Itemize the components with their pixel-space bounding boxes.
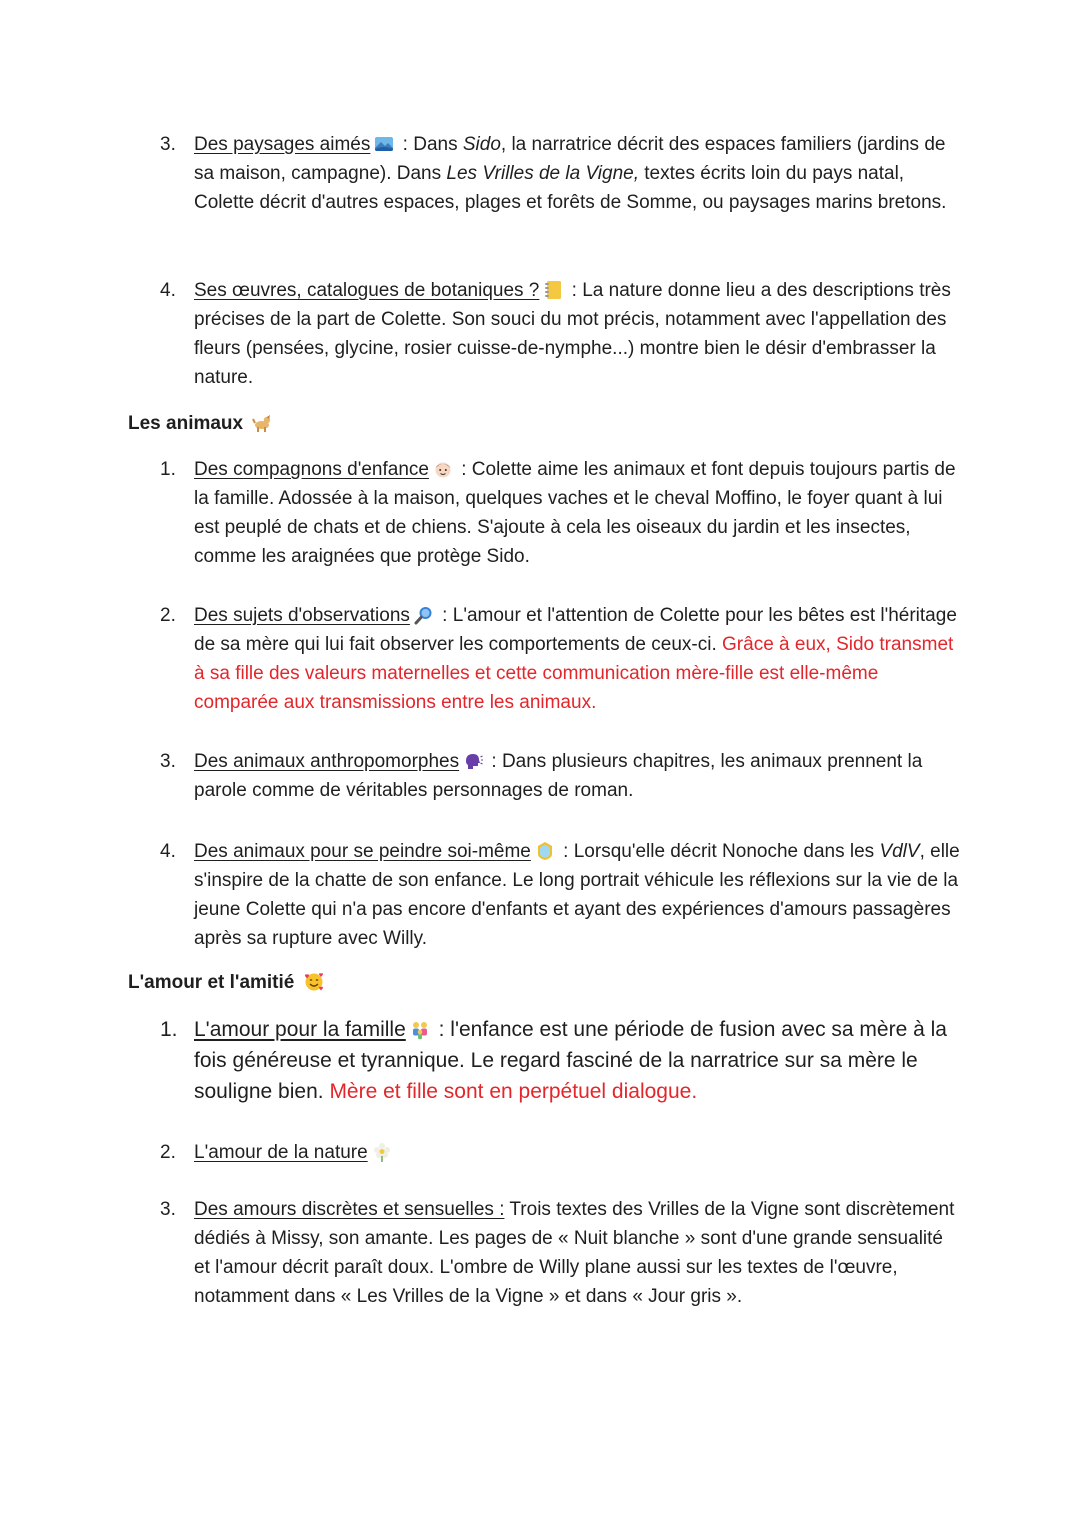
- item-text: Dans: [413, 134, 463, 155]
- highlighted-text: Grâce à eux, Sido transmet à sa fille des valeurs maternelles et cette communication mère-fille est elle-même comparée aux transmissions entre les animaux.: [194, 634, 954, 713]
- item-text: Dans plusieurs chapitres, les animaux prennent la parole comme de véritables personnages de roman.: [194, 751, 923, 801]
- landscape-icon: [374, 134, 394, 154]
- item-body: [194, 601, 960, 717]
- item-number: 3.: [160, 134, 176, 155]
- item-separator: :: [566, 280, 583, 301]
- list-item: [160, 1138, 960, 1167]
- item-number: 1.: [160, 459, 176, 480]
- item-term: Des animaux anthropomorphes: [194, 751, 460, 772]
- section-heading-amour: [128, 970, 327, 996]
- item-text: La nature donne lieu a des descriptions très précises de la part de Colette. Son souci du mot précis, notamment avec l'appellation des fleurs (pensées, glycine, rosier cuisse-de-nymphe...) montre bien le désir d'embrasser la nature.: [194, 280, 951, 388]
- highlighted-text: Mère et fille sont en perpétuel dialogue.: [329, 1080, 698, 1103]
- item-separator: :: [486, 751, 502, 772]
- item-body: [194, 747, 960, 805]
- list-item: [160, 837, 960, 953]
- item-body: [194, 1195, 960, 1311]
- item-term: Des sujets d'observations: [194, 605, 410, 626]
- heading-text: L'amour et l'amitié: [128, 972, 295, 993]
- magnifier-icon: [414, 605, 434, 625]
- item-number: 4.: [160, 841, 176, 862]
- list-item: [160, 455, 960, 571]
- item-text: Lorsqu'elle décrit Nonoche dans les: [573, 841, 880, 862]
- item-body: [194, 837, 960, 953]
- smiling-face-hearts-icon: [304, 972, 324, 992]
- dog-icon: [252, 413, 272, 433]
- family-icon: [410, 1020, 430, 1040]
- item-term: Des paysages aimés: [194, 134, 371, 155]
- item-term: L'amour de la nature: [194, 1142, 368, 1163]
- item-separator: :: [436, 605, 453, 626]
- list-item: [160, 130, 960, 217]
- item-text: Colette aime les animaux et font depuis toujours partis de la famille. Adossée à la maison, quelques vaches et le cheval Moffino, le foyer quant à lui est peuplé de chats et de chiens. S'ajoute à cela les oiseaux du jardin et les insectes, comme les araignées que protège Sido.: [194, 459, 956, 567]
- item-body: [194, 1138, 960, 1167]
- item-text: textes écrits loin du pays natal, Colette décrit d'autres espaces, plages et forêts de Somme, ou paysages marins bretons.: [194, 163, 947, 213]
- item-number: 3.: [160, 751, 176, 772]
- item-number: 4.: [160, 280, 176, 301]
- section-heading-animaux: [128, 411, 275, 437]
- notebook-icon: [543, 280, 563, 300]
- list-item: [160, 276, 960, 392]
- item-text: Trois textes des Vrilles de la Vigne sont discrètement dédiés à Missy, son amante. Les pages de « Nuit blanche » sont d'une grande sensualité et l'amour décrit paraît doux. L'ombre de Willy plane aussi sur les textes de l'œuvre, notamment dans « Les Vrilles de la Vigne » et dans « Jour gris ».: [194, 1199, 955, 1307]
- item-separator: :: [455, 459, 472, 480]
- item-term: Des amours discrètes et sensuelles :: [194, 1199, 505, 1220]
- heading-text: Les animaux: [128, 413, 244, 434]
- child-face-icon: [433, 459, 453, 479]
- italic-title: VdlV: [879, 841, 920, 862]
- item-number: 1.: [160, 1018, 178, 1041]
- speaking-head-icon: [463, 751, 483, 771]
- item-body: [194, 130, 960, 217]
- list-item: [160, 1014, 960, 1107]
- item-body: [194, 1014, 960, 1107]
- italic-title: Les Vrilles de la Vigne,: [446, 163, 639, 184]
- item-term: Ses œuvres, catalogues de botaniques ?: [194, 280, 540, 301]
- item-separator: :: [557, 841, 574, 862]
- list-item: [160, 1195, 960, 1311]
- flower-icon: [372, 1142, 392, 1162]
- item-number: 3.: [160, 1199, 176, 1220]
- item-number: 2.: [160, 1142, 176, 1163]
- item-text: l'enfance est une période de fusion avec sa mère à la fois généreuse et tyrannique. Le regard fasciné de la narratrice sur sa mère le souligne bien.: [194, 1018, 947, 1103]
- item-text: , elle s'inspire de la chatte de son enfance. Le long portrait véhicule les réflexions sur la vie de la jeune Colette qui n'a pas encore d'enfants et ayant des expériences d'amours passagères après sa rupture avec Willy.: [194, 841, 960, 949]
- item-body: [194, 276, 960, 392]
- item-term: Des animaux pour se peindre soi-même: [194, 841, 531, 862]
- item-text: , la narratrice décrit des espaces familiers (jardins de sa maison, campagne). Dans: [194, 134, 946, 184]
- item-body: [194, 455, 960, 571]
- item-term: Des compagnons d'enfance: [194, 459, 429, 480]
- italic-title: Sido: [462, 134, 501, 155]
- item-term: L'amour pour la famille: [194, 1018, 406, 1041]
- item-number: 2.: [160, 605, 176, 626]
- item-text: L'amour et l'attention de Colette pour les bêtes est l'héritage de sa mère qui lui fait observer les comportements de ceux-ci.: [194, 605, 957, 655]
- item-separator: :: [397, 134, 414, 155]
- list-item: [160, 747, 960, 805]
- item-separator: :: [432, 1018, 451, 1041]
- mirror-icon: [535, 841, 555, 861]
- list-item: [160, 601, 960, 717]
